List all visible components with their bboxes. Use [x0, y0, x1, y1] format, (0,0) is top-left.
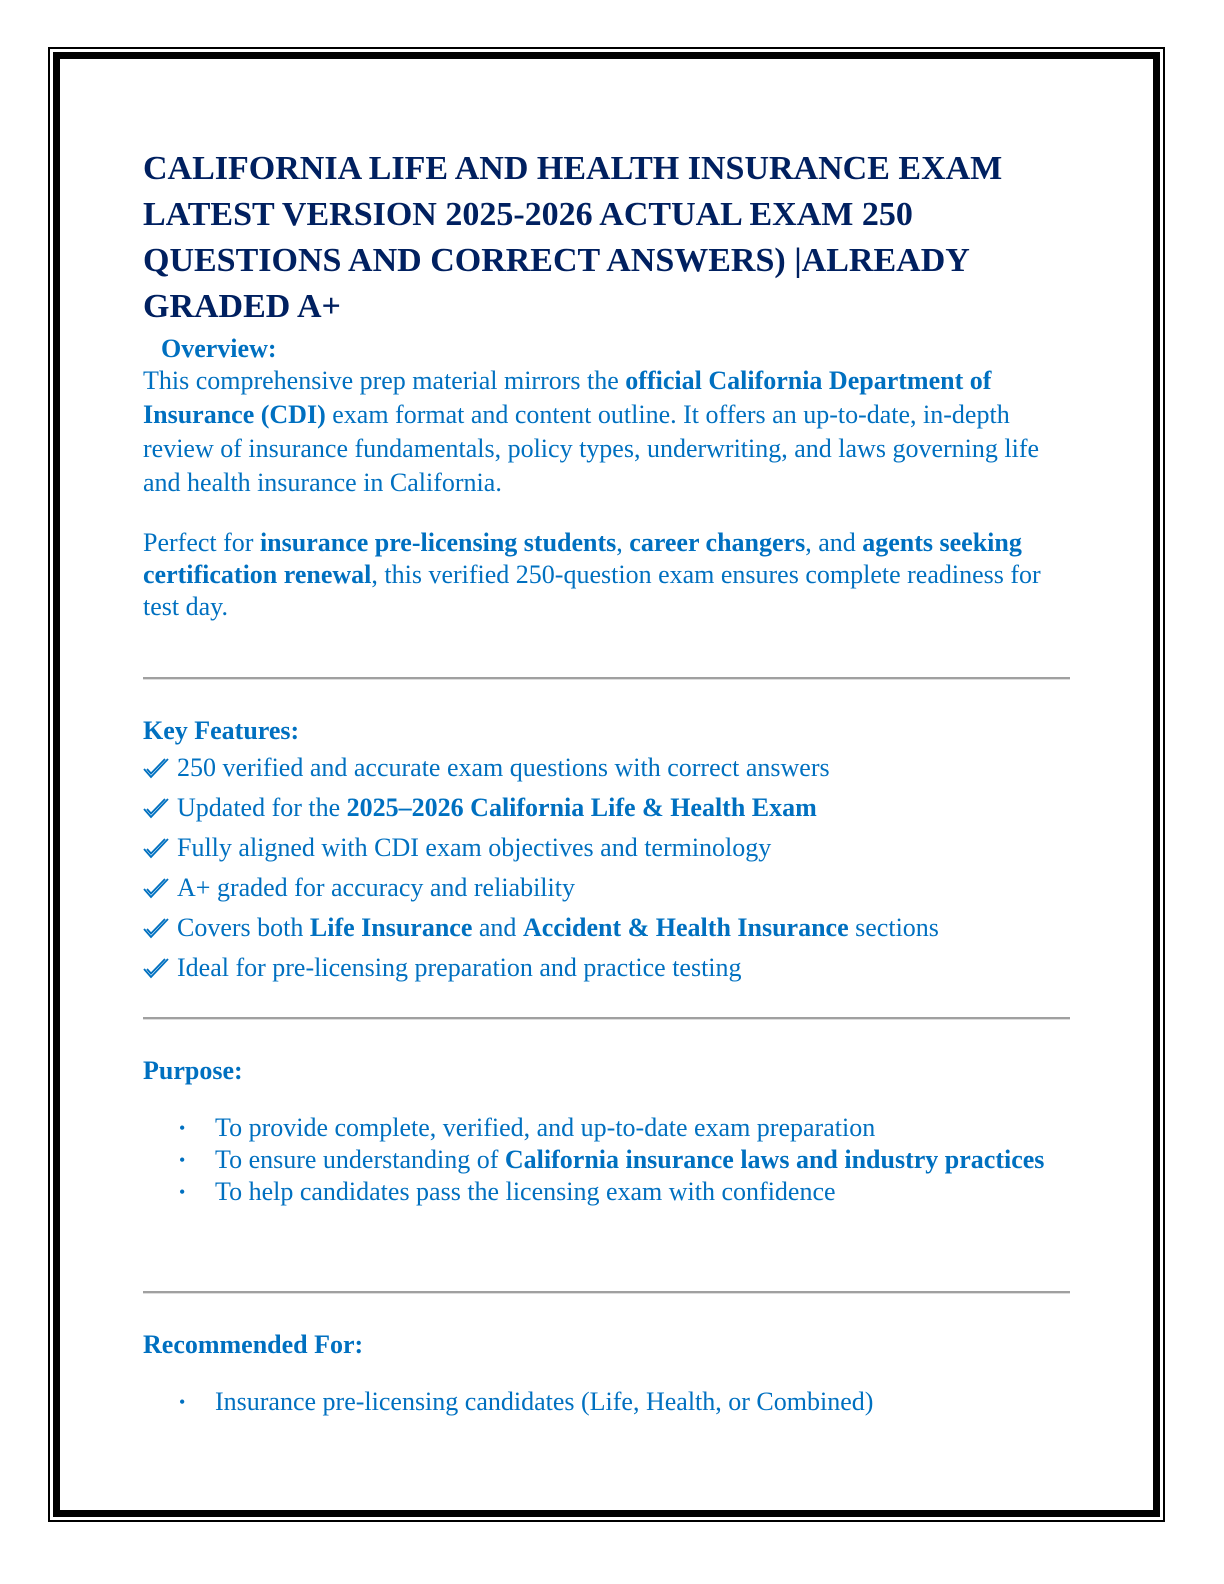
- checkmark-icon: [143, 832, 169, 869]
- bullet-icon: •: [179, 1118, 186, 1138]
- text: Covers both: [177, 913, 310, 942]
- text-bold: Accident & Health Insurance: [522, 913, 849, 942]
- divider: [143, 1017, 1070, 1020]
- text: , this verified 250-question exam ensures complete readiness for test day.: [143, 560, 1041, 621]
- feature-item: [143, 909, 1078, 949]
- divider: [143, 677, 1070, 680]
- purpose-heading: Purpose:: [143, 1056, 243, 1085]
- checkmark-icon: [143, 872, 169, 909]
- text-bold: career changers: [629, 528, 806, 557]
- overview-paragraph-1: [143, 364, 1078, 500]
- recommended-section: [143, 1328, 1078, 1418]
- text: Fully aligned with CDI exam objectives and terminology: [177, 833, 772, 862]
- text-bold: insurance pre-licensing students: [259, 528, 617, 557]
- list-item: [143, 1386, 1078, 1418]
- bullet-icon: •: [179, 1182, 186, 1202]
- text: exam format and content outline. It offers an up-to-date, in-depth review of insurance fundamentals, policy types, underwriting, and laws governing life and health insurance in California.: [143, 400, 1040, 497]
- document-title: CALIFORNIA LIFE AND HEALTH INSURANCE EXAM LATEST VERSION 2025-2026 ACTUAL EXAM 250 QUESTIONS AND CORRECT ANSWERS) |ALREADY GRADED A+: [143, 150, 1003, 325]
- recommended-heading: Recommended For:: [143, 1330, 364, 1359]
- bullet-icon: •: [179, 1392, 186, 1412]
- text-bold: official California Department of Insurance (CDI): [143, 366, 992, 429]
- text: Updated for the: [177, 793, 347, 822]
- key-features-heading: Key Features:: [143, 716, 300, 745]
- text: sections: [848, 913, 939, 942]
- checkmark-icon: [143, 792, 169, 829]
- text: To help candidates pass the licensing exam with confidence: [215, 1177, 836, 1206]
- overview-heading: Overview:: [161, 334, 277, 363]
- text: To ensure understanding of: [215, 1145, 505, 1174]
- feature-item: [143, 949, 1078, 989]
- text: Insurance pre-licensing candidates (Life, Health, or Combined): [215, 1387, 874, 1416]
- text: Perfect for: [143, 528, 260, 557]
- text: This comprehensive prep material mirrors the: [143, 366, 626, 395]
- list-item: [143, 1112, 1078, 1144]
- text-bold: agents seeking certification renewal: [143, 528, 1022, 589]
- list-item: [143, 1144, 1078, 1176]
- feature-item: [143, 749, 1078, 789]
- feature-item: [143, 829, 1078, 869]
- text: and: [472, 913, 523, 942]
- purpose-section: [143, 1054, 1078, 1208]
- text: A+ graded for accuracy and reliability: [177, 873, 575, 902]
- feature-item: [143, 869, 1078, 909]
- feature-item: [143, 789, 1078, 829]
- bullet-icon: •: [179, 1150, 186, 1170]
- divider: [143, 1291, 1070, 1294]
- text: Ideal for pre-licensing preparation and practice testing: [177, 953, 742, 982]
- text-bold: Life Insurance: [309, 913, 473, 942]
- text: 250 verified and accurate exam questions with correct answers: [177, 753, 830, 782]
- text: ,: [616, 528, 630, 557]
- key-features-section: [143, 713, 1078, 989]
- checkmark-icon: [143, 952, 169, 989]
- overview-section: [143, 334, 1078, 623]
- text: , and: [805, 528, 863, 557]
- overview-paragraph-2: [143, 527, 1078, 623]
- list-item: [143, 1176, 1078, 1208]
- text-bold: 2025–2026 California Life & Health Exam: [346, 793, 817, 822]
- text: To provide complete, verified, and up-to-date exam preparation: [215, 1113, 876, 1142]
- checkmark-icon: [143, 752, 169, 789]
- text-bold: California insurance laws and industry practices: [504, 1145, 1045, 1174]
- checkmark-icon: [143, 912, 169, 949]
